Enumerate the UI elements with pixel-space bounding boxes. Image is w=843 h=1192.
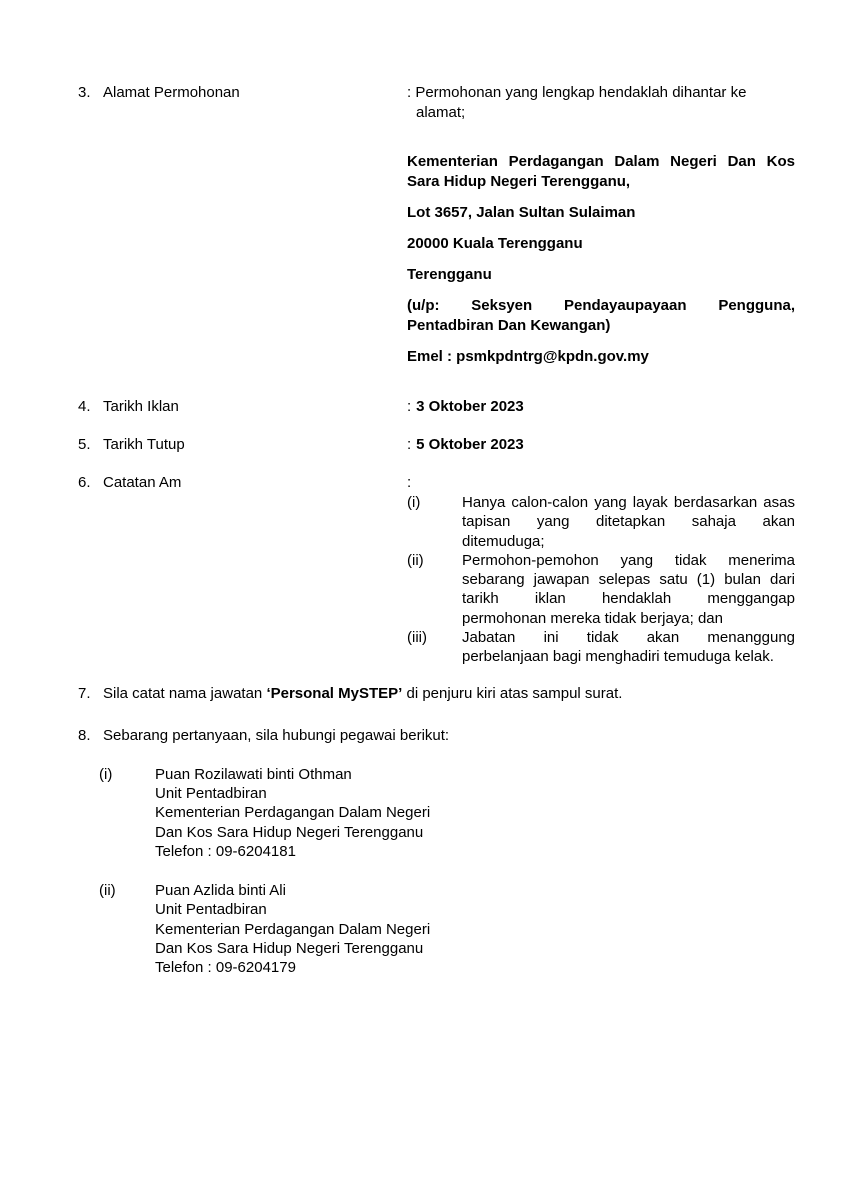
contact-name: Puan Azlida binti Ali bbox=[155, 882, 286, 900]
contact-org-line: Kementerian Perdagangan Dalam Negeri bbox=[155, 804, 431, 822]
contact-name: Puan Rozilawati binti Othman bbox=[155, 765, 352, 783]
contact-org-line: Kementerian Perdagangan Dalam Negeri bbox=[155, 920, 431, 938]
item-7-text-after: di penjuru kiri atas sampul surat. bbox=[402, 684, 623, 702]
colon: : bbox=[407, 474, 412, 491]
contact-phone: Telefon : 09-6204179 bbox=[155, 959, 296, 977]
address-paragraph bbox=[407, 296, 795, 336]
address-line: Kementerian Perdagangan Dalam Negeri Dan Kos bbox=[407, 153, 795, 170]
closing-date: 5 Oktober 2023 bbox=[416, 436, 524, 453]
note-marker: (ii) bbox=[407, 551, 424, 569]
email-text: Emel : psmkpdntrg@kpdn.gov.my bbox=[407, 348, 649, 365]
address-paragraph bbox=[407, 203, 795, 223]
note-item bbox=[407, 551, 795, 628]
item-7-row bbox=[0, 684, 843, 704]
contact-item bbox=[0, 881, 843, 977]
general-notes-list bbox=[407, 493, 795, 667]
item-3-label: Alamat Permohonan bbox=[103, 84, 240, 101]
note-line: Permohon-pemohon yang tidak menerima bbox=[462, 551, 795, 569]
contact-item bbox=[0, 765, 843, 861]
contact-unit: Unit Pentadbiran bbox=[155, 901, 267, 919]
item-3-value bbox=[407, 83, 795, 123]
address-line: 20000 Kuala Terengganu bbox=[407, 235, 583, 252]
item-5-label: Tarikh Tutup bbox=[103, 436, 185, 453]
note-line: permohonan mereka tidak berjaya; dan bbox=[462, 609, 723, 627]
note-marker: (i) bbox=[407, 494, 421, 511]
item-7-text bbox=[103, 684, 843, 704]
address-line: Lot 3657, Jalan Sultan Sulaiman bbox=[407, 204, 636, 221]
note-item bbox=[407, 628, 795, 667]
contact-org-line: Dan Kos Sara Hidup Negeri Terengganu bbox=[155, 940, 424, 958]
contact-marker: (ii) bbox=[99, 882, 116, 900]
note-marker: (iii) bbox=[407, 629, 427, 647]
item-4-label: Tarikh Iklan bbox=[103, 398, 179, 415]
note-text bbox=[462, 628, 795, 667]
item-6-number: 6. bbox=[78, 474, 91, 491]
note-text bbox=[462, 551, 795, 628]
contact-marker: (i) bbox=[99, 765, 113, 783]
job-title-highlight: ‘Personal MySTEP’ bbox=[266, 684, 403, 702]
item-8-text: Sebarang pertanyaan, sila hubungi pegawai berikut: bbox=[103, 726, 450, 744]
item-8-row bbox=[0, 726, 843, 746]
item-6-label: Catatan Am bbox=[103, 474, 182, 491]
address-line: (u/p: Seksyen Pendayaupayaan Pengguna, bbox=[407, 297, 795, 314]
address-line: Sara Hidup Negeri Terengganu, bbox=[407, 173, 631, 190]
application-address-block bbox=[407, 152, 795, 367]
item-4-number: 4. bbox=[78, 398, 91, 415]
colon: : bbox=[407, 398, 412, 415]
item-5-value bbox=[407, 435, 795, 455]
address-line: Terengganu bbox=[407, 266, 492, 283]
note-line: tarikh iklan hendaklah menggangap bbox=[462, 590, 795, 608]
item-3-value-line: : Permohonan yang lengkap hendaklah dihantar ke bbox=[407, 84, 747, 101]
item-4-value bbox=[407, 397, 795, 417]
item-3-number: 3. bbox=[78, 84, 91, 101]
contact-org-line: Dan Kos Sara Hidup Negeri Terengganu bbox=[155, 823, 424, 841]
item-5-row bbox=[0, 435, 843, 455]
contact-phone: Telefon : 09-6204181 bbox=[155, 842, 296, 860]
address-paragraph bbox=[407, 265, 795, 285]
address-line: Pentadbiran Dan Kewangan) bbox=[407, 317, 611, 334]
item-3-value-line: alamat; bbox=[416, 104, 466, 121]
item-3-row bbox=[0, 83, 843, 123]
address-paragraph bbox=[407, 234, 795, 254]
contact-details bbox=[155, 765, 430, 861]
note-line: sebarang jawapan selepas satu (1) bulan dari bbox=[462, 571, 795, 589]
note-line: Hanya calon-calon yang layak berdasarkan asas bbox=[462, 494, 795, 511]
note-line: ditemuduga; bbox=[462, 532, 545, 550]
item-7-text-before: Sila catat nama jawatan bbox=[103, 684, 267, 702]
note-line: Jabatan ini tidak akan menanggung bbox=[462, 629, 795, 647]
advert-date: 3 Oktober 2023 bbox=[416, 398, 524, 415]
item-6-row bbox=[0, 473, 843, 667]
note-line: perbelanjaan bagi menghadiri temuduga kelak. bbox=[462, 648, 774, 666]
address-paragraph bbox=[407, 152, 795, 192]
item-8-number: 8. bbox=[78, 726, 91, 744]
address-email-line bbox=[407, 347, 795, 367]
item-4-row bbox=[0, 397, 843, 417]
item-6-value bbox=[407, 473, 795, 667]
contact-unit: Unit Pentadbiran bbox=[155, 784, 267, 802]
item-5-number: 5. bbox=[78, 436, 91, 453]
colon: : bbox=[407, 436, 412, 453]
note-item bbox=[407, 493, 795, 551]
note-text bbox=[462, 493, 795, 551]
contact-details bbox=[155, 881, 430, 977]
note-line: tapisan yang ditetapkan sahaja akan bbox=[462, 513, 795, 531]
item-7-number: 7. bbox=[78, 684, 91, 702]
